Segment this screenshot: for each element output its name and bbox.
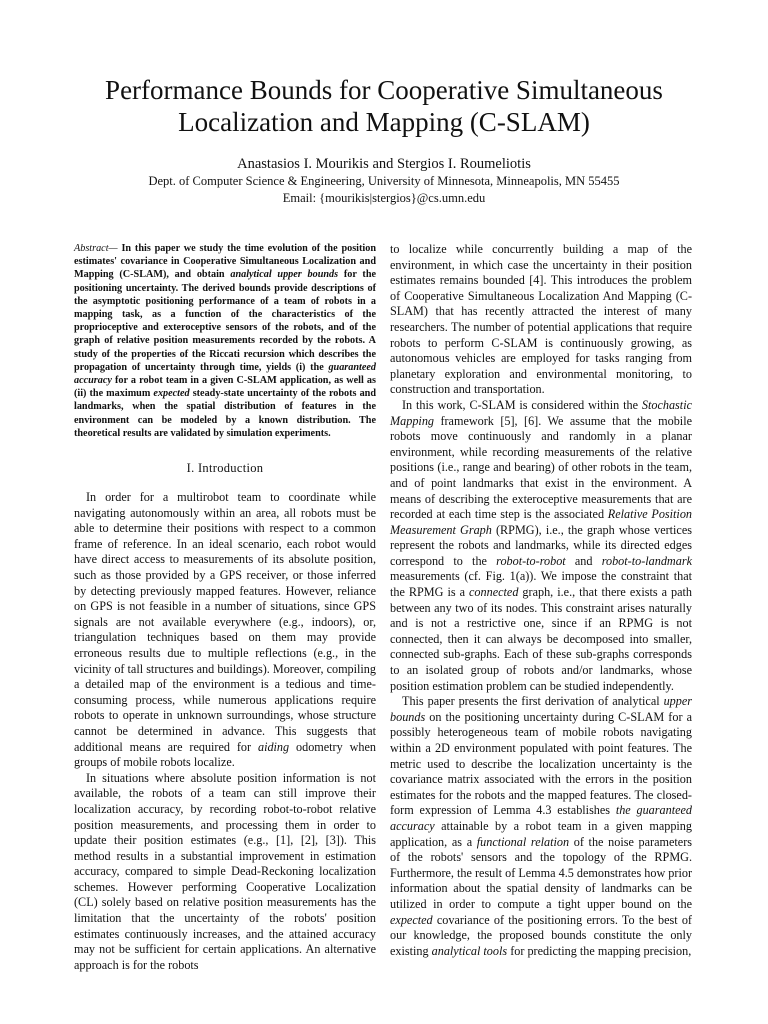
section-heading-introduction: I. Introduction bbox=[186, 461, 264, 476]
paragraph-emphasis: functional relation bbox=[476, 834, 570, 849]
paragraph-emphasis: robot-to-landmark bbox=[601, 553, 692, 568]
paragraph-text: graph, i.e., that there exists a path between any two of its nodes. This constraint arises naturally and is not a restrictive one, since if an RPMG is not connected, then it can always be decomposed into smaller, connected sub-graphs. Each of these sub-graphs corresponds to an isolated group of robots and/or landmarks, whose position estimation problem can be studied independently. bbox=[390, 585, 692, 693]
abstract bbox=[74, 242, 376, 440]
paragraph-text: on the positioning uncertainty during C-SLAM for a possibly heterogeneous team of mobile robots navigating within a 2D environment populated with point features. The metric used to describe the localization uncertainty is the covariance matrix associated with the errors in the position estimates for the robots and the mapped features. The closed-form expression of Lemma 4.3 establishes bbox=[390, 709, 692, 818]
paragraph-emphasis: analytical tools bbox=[431, 943, 508, 958]
abstract-label: Abstract— bbox=[74, 243, 118, 254]
paragraph-text: In order for a multirobot team to coordinate while navigating autonomously within an area, all robots must be able to determine their positions with respect to a common frame of reference. In an ideal scenario, each robot would have direct access to measurements of its absolute position, such as those provided by a GPS receiver, or those inferred by detecting previously mapped features. However, reliance on GPS is not feasible in a number of situations, since GPS signals are not available everywhere (e.g., indoors), or, triangulation techniques based on them may provide erroneous results due to multiple reflections (e.g., in the vicinity of tall structures and buildings). Moreover, compiling a detailed map of the environment is a tedious and time-consuming process, while numerous applications require robots to operate in unknown surroundings, whose structure cannot be determined in advance. This suggests that additional means are required for bbox=[74, 490, 376, 754]
paper-title: Performance Bounds for Cooperative Simultaneous Localization and Mapping (C-SLAM) bbox=[105, 75, 663, 137]
paragraph-text: measurements (cf. Fig. 1(a)). We impose the constraint that the RPMG is a bbox=[390, 569, 692, 600]
intro-paragraph-2: In situations where absolute position information is not available, the robots of a team can still improve their localization accuracy, by recording robot-to-robot relative position measurements, and processing them in order to update their position estimates (e.g., [1], [2], [3]). This method results in a substantial improvement in estimation accuracy, compared to simple Dead-Reckoning localization schemes. However performing Cooperative Localization (CL) solely based on relative position measurements has the limitation that the uncertainty of the robots' position estimates continuously increases, and the attained accuracy may not be sufficient for certain applications. An alternative approach is for the robots bbox=[74, 770, 376, 972]
author-affiliation: Dept. of Computer Science & Engineering, University of Minnesota, Minneapolis, MN 55455 bbox=[148, 174, 620, 188]
abstract-emphasis: guaranteed accuracy bbox=[74, 361, 376, 387]
abstract-emphasis: analytical upper bounds bbox=[230, 269, 339, 281]
abstract-text: In this paper we study the time evolution of the position estimates' covariance in Cooperative Simultaneous Localization and Mapping (C-SLAM), and obtain bbox=[74, 243, 376, 281]
paragraph-text: In this work, C-SLAM is considered within the bbox=[402, 397, 642, 412]
paragraph-text: (RPMG), i.e., the graph whose vertices represent the robots and landmarks, while its directed edges correspond to the bbox=[390, 522, 692, 568]
right-column bbox=[390, 242, 692, 959]
paragraph-text: framework [5], [6]. We assume that the mobile robots move continuously and randomly in a planar environment, while recording measurements of the relative positions (i.e., range and bearing) of other robots in the team, and of point landmarks that exist in the environment. A means of describing the exteroceptive measurements that are recorded at each time step is the associated bbox=[390, 413, 692, 522]
paragraph-emphasis: aiding bbox=[257, 739, 290, 754]
abstract-text: steady-state uncertainty of the robots and landmarks, when the spatial distribution of features in the environment can be modeled by a known distribution. The theoretical results are validated by simulation experiments. bbox=[74, 388, 376, 439]
intro-paragraph-3 bbox=[390, 398, 692, 694]
intro-paragraph-4 bbox=[390, 694, 692, 959]
paragraph-emphasis: the guaranteed accuracy bbox=[390, 803, 692, 833]
abstract-text: for the positioning uncertainty. The derived bounds provide descriptions of the asymptotic positioning performance of a team of robots in a mapping task, as a function of the characteristics of the proprioceptive and exteroceptive sensors of the robots, and of the graph of relative position measurements recorded by the robots. A study of the properties of the Riccati recursion which describes the propagation of uncertainty through time, yields (i) the bbox=[74, 269, 377, 373]
intro-paragraph-2-continued: to localize while concurrently building a map of the environment, in which case the uncertainty in their position estimates remains bounded [4]. This introduces the problem of Cooperative Simultaneous Localization And Mapping (C-SLAM) that has recently attracted the interest of many researchers. The number of potential applications that require robots to perform C-SLAM is continuously growing, as autonomous vehicles are employed for tasks ranging from planetary exploration and environmental monitoring, to construction and transportation. bbox=[390, 242, 692, 397]
paragraph-text: of the noise parameters of the robots' sensors and the topology of the RPMG. Furthermore, the result of Lemma 4.5 demonstrates how prior information about the spatial density of landmarks can be utilized in order to compute a tight upper bound on the bbox=[390, 834, 692, 911]
paragraph-text: and bbox=[565, 553, 602, 568]
paragraph-emphasis: robot-to-robot bbox=[496, 553, 566, 568]
abstract-emphasis: expected bbox=[153, 388, 190, 400]
author-email: Email: {mourikis|stergios}@cs.umn.edu bbox=[282, 191, 486, 205]
paragraph-text: odometry when groups of mobile robots localize. bbox=[74, 739, 376, 770]
paragraph-text: attainable by a robot team in a given mapping application, as a bbox=[390, 818, 692, 849]
paragraph-emphasis: connected bbox=[469, 585, 519, 600]
paragraph-text: covariance of the positioning errors. To the best of our knowledge, the proposed bounds constitute the only existing bbox=[390, 912, 692, 958]
left-column bbox=[74, 242, 376, 973]
paragraph-emphasis: expected bbox=[390, 912, 433, 927]
paragraph-emphasis: upper bounds bbox=[390, 694, 692, 724]
abstract-text: for a robot team in a given C-SLAM application, as well as (ii) the maximum bbox=[74, 375, 376, 400]
author-list: Anastasios I. Mourikis and Stergios I. Roumeliotis bbox=[237, 156, 531, 172]
intro-paragraph-1 bbox=[74, 490, 376, 771]
paragraph-emphasis: Stochastic Mapping bbox=[390, 397, 692, 428]
paragraph-text: for predicting the mapping precision, bbox=[507, 943, 692, 958]
paragraph-emphasis: Relative Position Measurement Graph bbox=[390, 507, 693, 537]
paragraph-text: This paper presents the first derivation of analytical bbox=[402, 694, 664, 709]
